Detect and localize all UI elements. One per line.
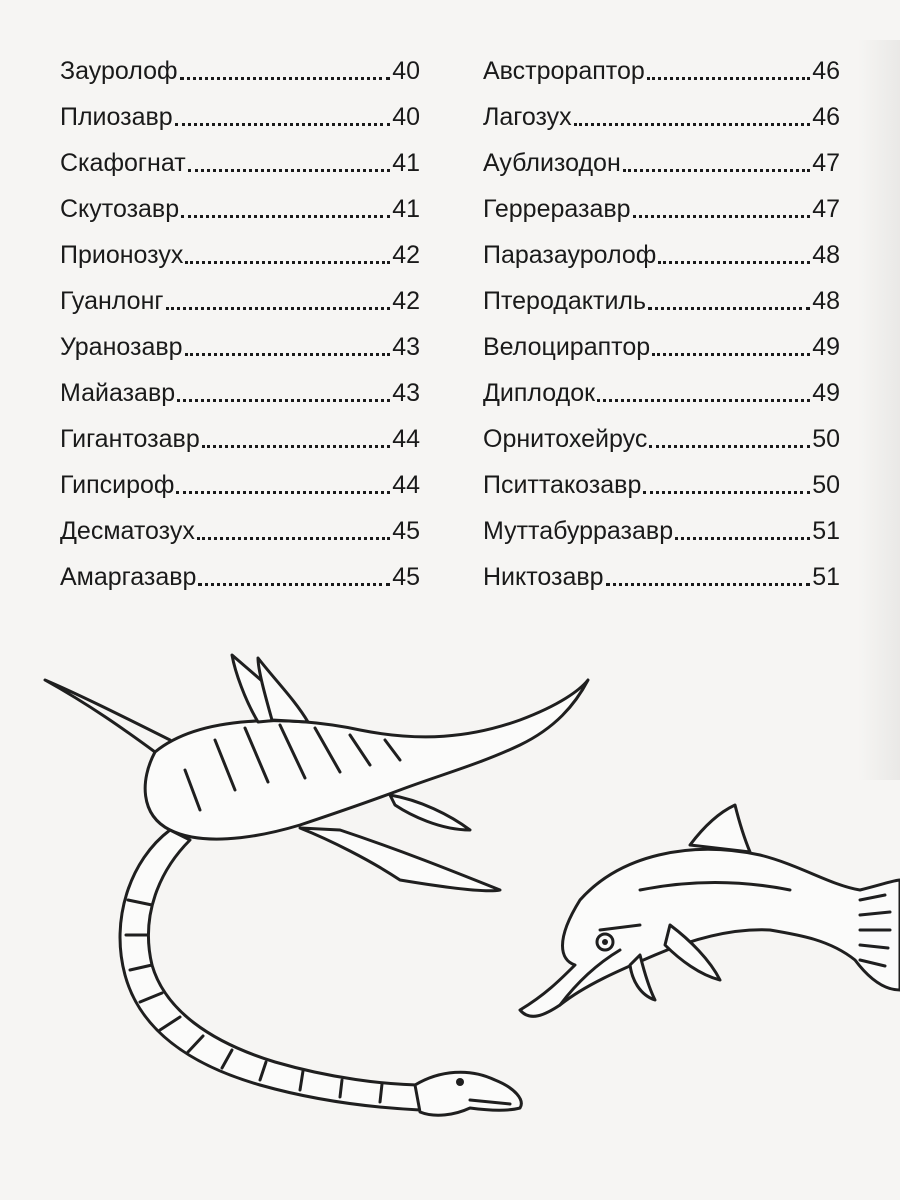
entry-name: Паразауролоф [483,241,657,269]
toc-left-column [60,38,420,590]
toc-entry[interactable] [60,222,420,268]
dot-leader [658,261,810,264]
entry-page: 41 [392,149,420,177]
entry-name: Десматозух [60,517,195,545]
dot-leader [176,491,390,494]
toc-entry[interactable] [483,406,840,452]
entry-name: Гипсироф [60,471,175,499]
entry-name: Герреразавр [483,195,631,223]
entry-page: 47 [812,149,840,177]
entry-page: 40 [392,57,420,85]
dot-leader [574,123,811,126]
entry-name: Муттабурразавр [483,517,674,545]
toc-entry[interactable] [483,360,840,406]
entry-page: 46 [812,57,840,85]
entry-page: 42 [392,287,420,315]
entry-name: Гуанлонг [60,287,164,315]
plesiosaur-eye [456,1078,464,1086]
entry-page: 41 [392,195,420,223]
entry-name: Уранозавр [60,333,183,361]
entry-name: Плиозавр [60,103,173,131]
dot-leader [647,77,810,80]
toc-entry[interactable] [483,38,840,84]
dot-leader [623,169,810,172]
entry-page: 42 [392,241,420,269]
entry-page: 47 [812,195,840,223]
entry-page: 49 [812,379,840,407]
ichthyosaur-drawing [520,805,900,1016]
toc-entry[interactable] [60,452,420,498]
entry-name: Австрораптор [483,57,645,85]
dot-leader [652,353,810,356]
toc-entry[interactable] [483,84,840,130]
toc-entry[interactable] [483,176,840,222]
entry-page: 40 [392,103,420,131]
entry-page: 50 [812,425,840,453]
entry-name: Велоцираптор [483,333,651,361]
entry-page: 43 [392,379,420,407]
toc-entry[interactable] [483,222,840,268]
entry-page: 48 [812,287,840,315]
entry-name: Диплодок [483,379,596,407]
toc-entry[interactable] [483,498,840,544]
toc-entry[interactable] [60,268,420,314]
dot-leader [675,537,810,540]
entry-page: 44 [392,425,420,453]
entry-page: 48 [812,241,840,269]
plesiosaur-drawing [45,655,588,1115]
dot-leader [188,169,391,172]
entry-page: 43 [392,333,420,361]
entry-name: Гигантозавр [60,425,200,453]
toc-entry[interactable] [483,314,840,360]
entry-name: Майазавр [60,379,176,407]
entry-page: 49 [812,333,840,361]
toc-entry[interactable] [60,360,420,406]
dot-leader [180,77,391,80]
dot-leader [185,353,391,356]
toc-entry[interactable] [60,314,420,360]
toc-entry[interactable] [60,130,420,176]
dot-leader [166,307,391,310]
dot-leader [597,399,810,402]
dot-leader [175,123,390,126]
entry-name: Скафогнат [60,149,186,177]
entry-page: 45 [392,563,420,591]
dot-leader [606,583,811,586]
entry-page: 46 [812,103,840,131]
toc-entry[interactable] [60,406,420,452]
entry-name: Амаргазавр [60,563,197,591]
toc-entry[interactable] [60,544,420,590]
entry-name: Птеродактиль [483,287,647,315]
entry-name: Аублизодон [483,149,621,177]
entry-page: 51 [812,563,840,591]
entry-page: 51 [812,517,840,545]
dot-leader [197,537,390,540]
entry-name: Скутозавр [60,195,180,223]
dot-leader [181,215,390,218]
dot-leader [643,491,810,494]
toc-entry[interactable] [60,498,420,544]
entry-name: Никтозавр [483,563,604,591]
entry-name: Лагозух [483,103,572,131]
toc-entry[interactable] [483,268,840,314]
dot-leader [633,215,811,218]
toc-entry[interactable] [60,176,420,222]
entry-page: 50 [812,471,840,499]
entry-name: Прионозух [60,241,184,269]
entry-page: 45 [392,517,420,545]
toc-entry[interactable] [60,84,420,130]
dot-leader [202,445,390,448]
dot-leader [198,583,390,586]
toc-entry[interactable] [483,130,840,176]
dot-leader [177,399,390,402]
dot-leader [185,261,390,264]
dot-leader [649,445,810,448]
toc-entry[interactable] [60,38,420,84]
entry-name: Орнитохейрус [483,425,648,453]
entry-name: Зауролоф [60,57,178,85]
toc-entry[interactable] [483,452,840,498]
toc-right-column [483,38,840,590]
entry-name: Пситтакозавр [483,471,642,499]
toc-entry[interactable] [483,544,840,590]
coloring-illustration [0,620,900,1200]
dot-leader [648,307,810,310]
entry-page: 44 [392,471,420,499]
